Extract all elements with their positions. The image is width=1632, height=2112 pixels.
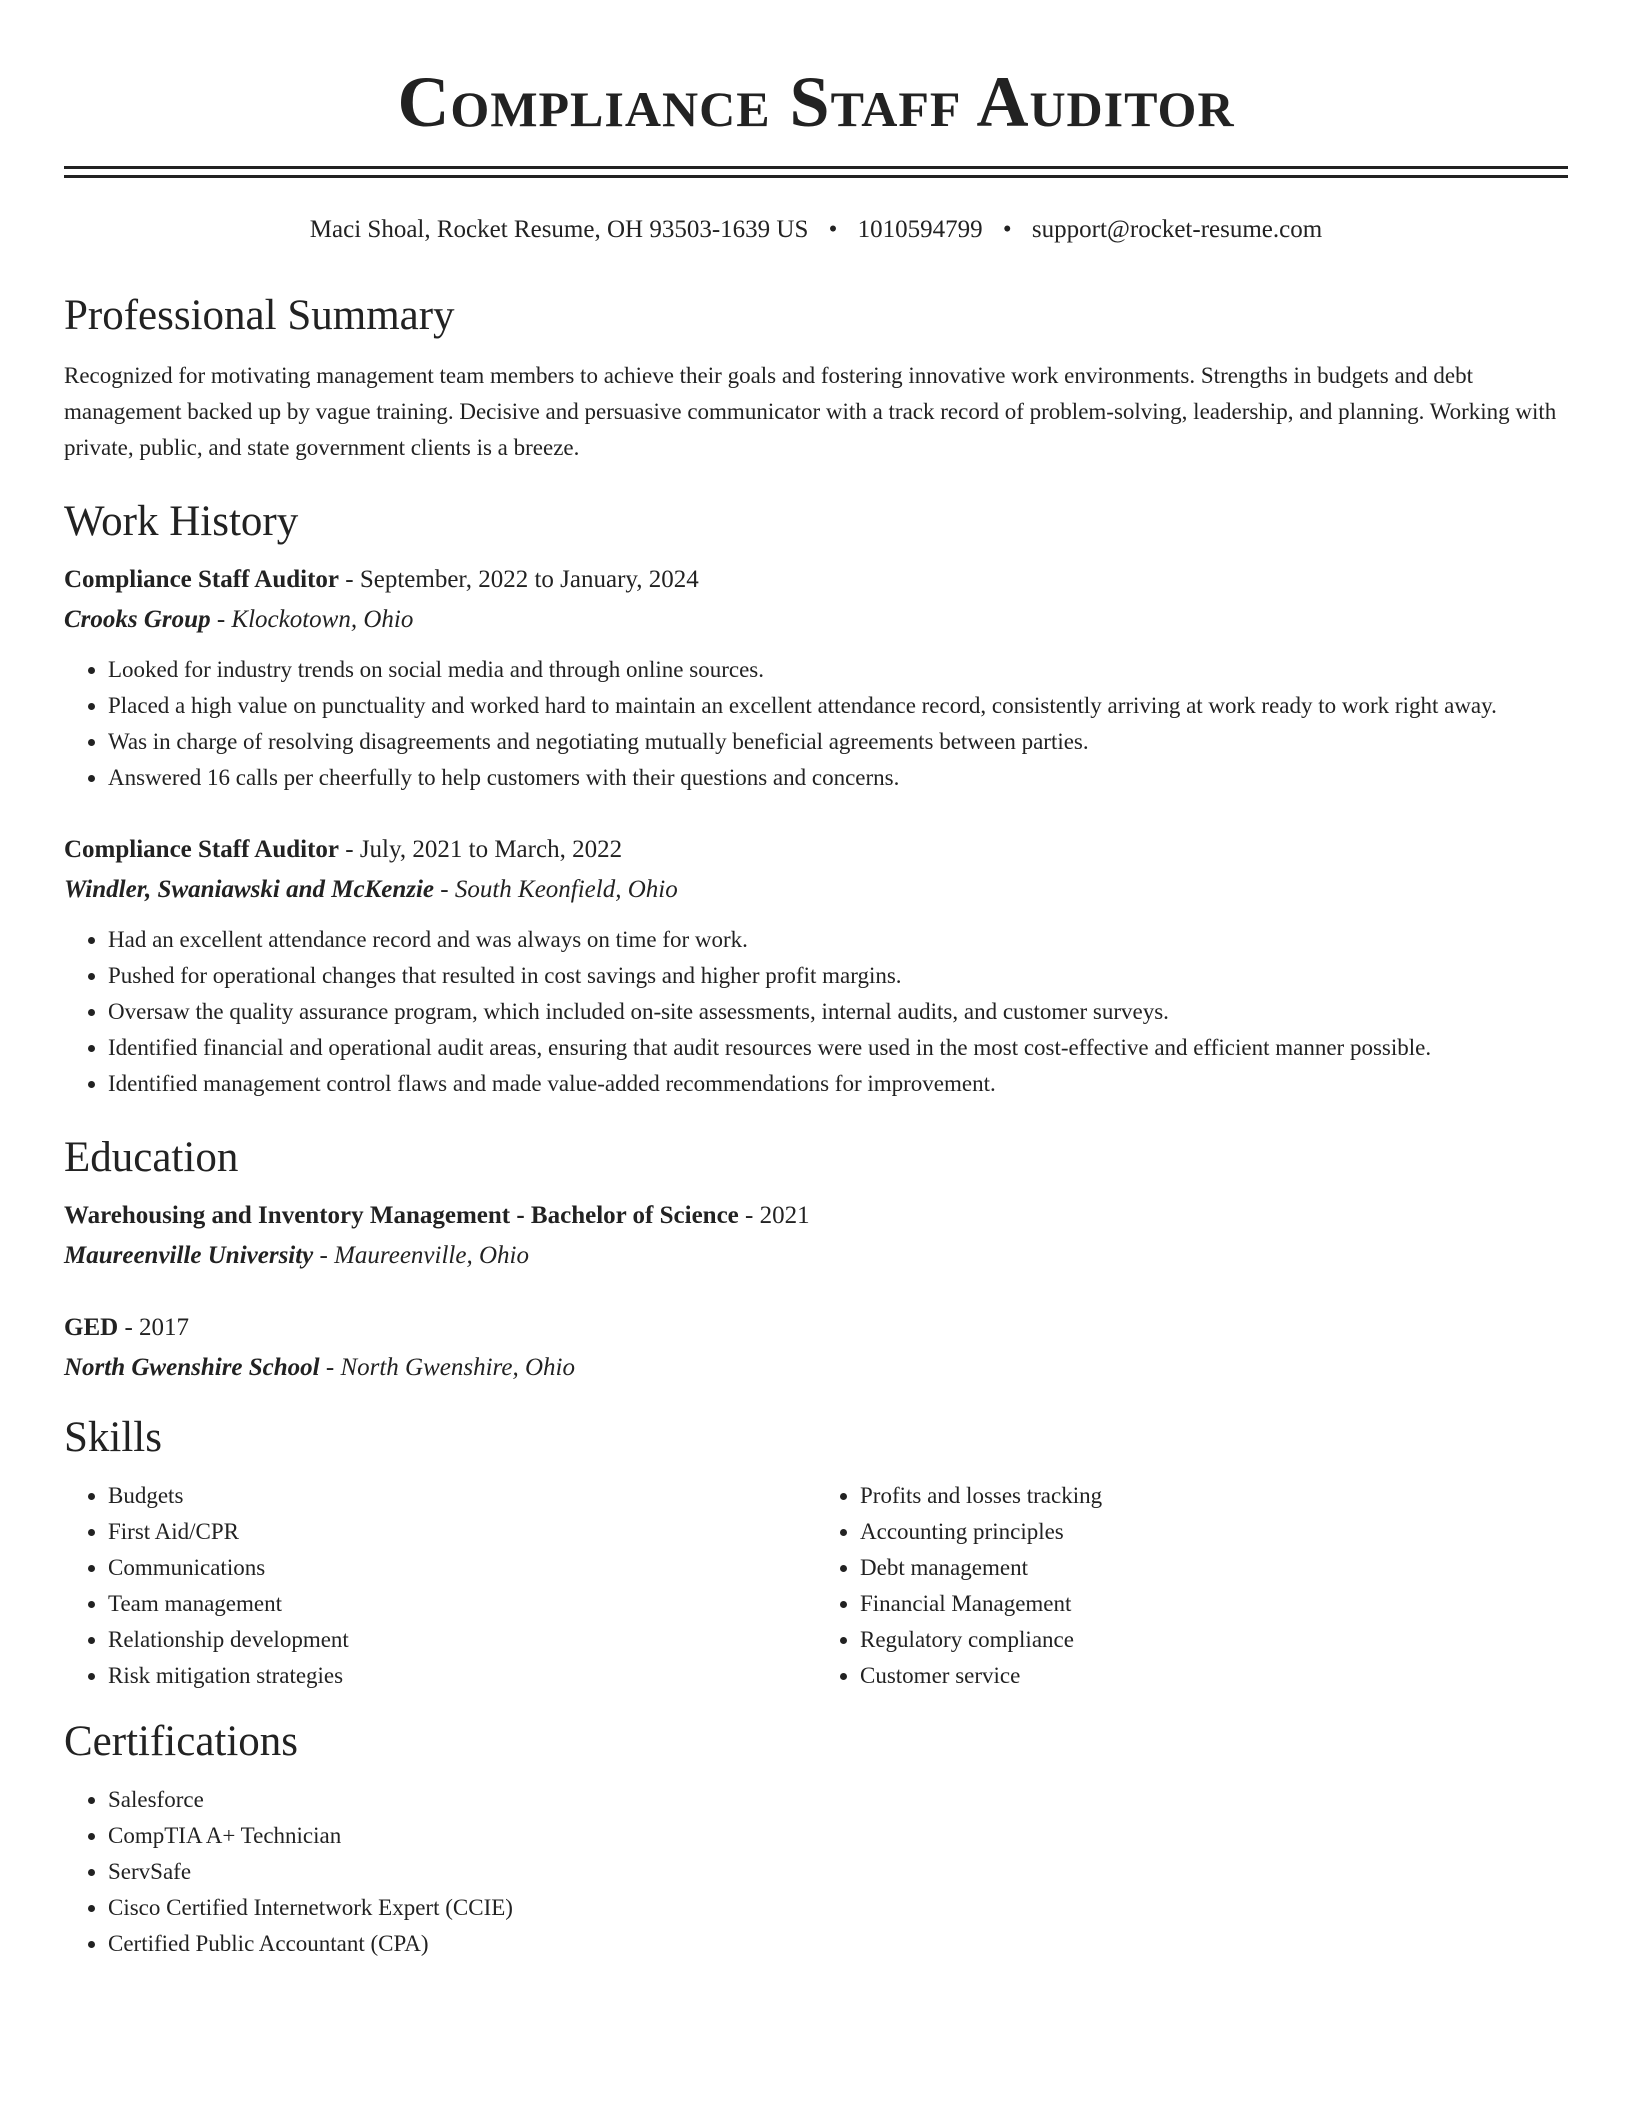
education-year: - 2021	[738, 1202, 810, 1229]
list-item: • Budgets	[108, 1478, 816, 1514]
list-item: • Certified Public Accountant (CPA)	[108, 1926, 1568, 1962]
education-school-line	[64, 1238, 1568, 1274]
list-item: • First Aid/CPR	[108, 1514, 816, 1550]
list-item: • ServSafe	[108, 1854, 1568, 1890]
education-heading: Education	[64, 1134, 239, 1181]
education-year: - 2017	[118, 1314, 190, 1341]
education-school: North Gwenshire School	[64, 1354, 320, 1381]
list-item: • Pushed for operational changes that resulted in cost savings and higher profit margins.	[108, 958, 1568, 994]
skills-column-left	[64, 1478, 816, 1694]
job-title: Compliance Staff Auditor	[64, 566, 339, 593]
list-item: • Communications	[108, 1550, 816, 1586]
list-item: • Salesforce	[108, 1782, 1568, 1818]
list-item: • Placed a high value on punctuality and worked hard to maintain an excellent attendance record, consistently arriving at work ready to work right away.	[108, 688, 1568, 724]
education-entry	[64, 1198, 1568, 1274]
list-item: • Cisco Certified Internetwork Expert (CCIE)	[108, 1890, 1568, 1926]
job-title: Compliance Staff Auditor	[64, 836, 339, 863]
skills-column-right	[816, 1478, 1568, 1694]
job-bullets	[64, 922, 1568, 1102]
job-location: - South Keonfield, Ohio	[434, 876, 678, 903]
education-degree-line	[64, 1198, 1568, 1234]
job-dates: - September, 2022 to January, 2024	[339, 566, 699, 593]
list-item: • Relationship development	[108, 1622, 816, 1658]
header-divider-top	[64, 166, 1568, 169]
job-location: - Klockotown, Ohio	[210, 606, 414, 633]
list-item: • Profits and losses tracking	[860, 1478, 1568, 1514]
certifications-heading: Certifications	[64, 1718, 299, 1765]
list-item: • Financial Management	[860, 1586, 1568, 1622]
job-title-line	[64, 832, 1568, 868]
list-item: • Was in charge of resolving disagreements and negotiating mutually beneficial agreements between parties.	[108, 724, 1568, 760]
job-company-line	[64, 872, 1568, 908]
work-history-heading: Work History	[64, 498, 299, 545]
education-location: - North Gwenshire, Ohio	[319, 1354, 575, 1381]
header-divider-bottom	[64, 175, 1568, 178]
list-item: • Identified management control flaws and made value-added recommendations for improvement.	[108, 1066, 1568, 1102]
summary-heading: Professional Summary	[64, 292, 455, 339]
contact-phone: 1010594799	[857, 216, 983, 243]
job-entry	[64, 832, 1568, 1102]
contact-email: support@rocket-resume.com	[1031, 216, 1323, 243]
contact-line	[64, 214, 1568, 246]
job-company: Crooks Group	[64, 606, 211, 633]
list-item: • Regulatory compliance	[860, 1622, 1568, 1658]
job-entry	[64, 562, 1568, 796]
education-degree: GED	[64, 1314, 119, 1341]
job-company: Windler, Swaniawski and McKenzie	[64, 876, 434, 903]
skills-grid	[64, 1478, 1568, 1694]
list-item: • CompTIA A+ Technician	[108, 1818, 1568, 1854]
contact-address: Maci Shoal, Rocket Resume, OH 93503-1639 US	[309, 216, 809, 243]
list-item: • Identified financial and operational audit areas, ensuring that audit resources were used in the most cost-effective and efficient manner possible.	[108, 1030, 1568, 1066]
job-dates: - July, 2021 to March, 2022	[339, 836, 623, 863]
list-item: • Had an excellent attendance record and was always on time for work.	[108, 922, 1568, 958]
education-school-line	[64, 1350, 1568, 1386]
summary-text: Recognized for motivating management team members to achieve their goals and fostering innovative work environments. Strengths in budgets and debt management backed up by vague training. Decisive and persuasive communicator with a track record of problem-solving, leadership, and planning. Working with private, public, and state government clients is a breeze.	[64, 363, 1557, 460]
list-item: • Accounting principles	[860, 1514, 1568, 1550]
resume-name-title: Compliance Staff Auditor	[397, 62, 1235, 142]
job-title-line	[64, 562, 1568, 598]
job-company-line	[64, 602, 1568, 638]
education-degree-line	[64, 1310, 1568, 1346]
list-item: • Debt management	[860, 1550, 1568, 1586]
education-degree: Warehousing and Inventory Management - Bachelor of Science	[64, 1202, 739, 1229]
list-item: • Looked for industry trends on social media and through online sources.	[108, 652, 1568, 688]
job-bullets	[64, 652, 1568, 796]
list-item: • Answered 16 calls per cheerfully to help customers with their questions and concerns.	[108, 760, 1568, 796]
education-location: - Maureenville, Ohio	[313, 1242, 529, 1269]
list-item: • Oversaw the quality assurance program, which included on-site assessments, internal audits, and customer surveys.	[108, 994, 1568, 1030]
skills-heading: Skills	[64, 1414, 162, 1461]
education-school: Maureenville University	[64, 1242, 314, 1269]
list-item: • Customer service	[860, 1658, 1568, 1694]
list-item: • Team management	[108, 1586, 816, 1622]
list-item: • Risk mitigation strategies	[108, 1658, 816, 1694]
contact-separator: •	[828, 216, 838, 243]
education-entry	[64, 1310, 1568, 1386]
certifications-list	[64, 1782, 1568, 1962]
contact-separator: •	[1002, 216, 1012, 243]
